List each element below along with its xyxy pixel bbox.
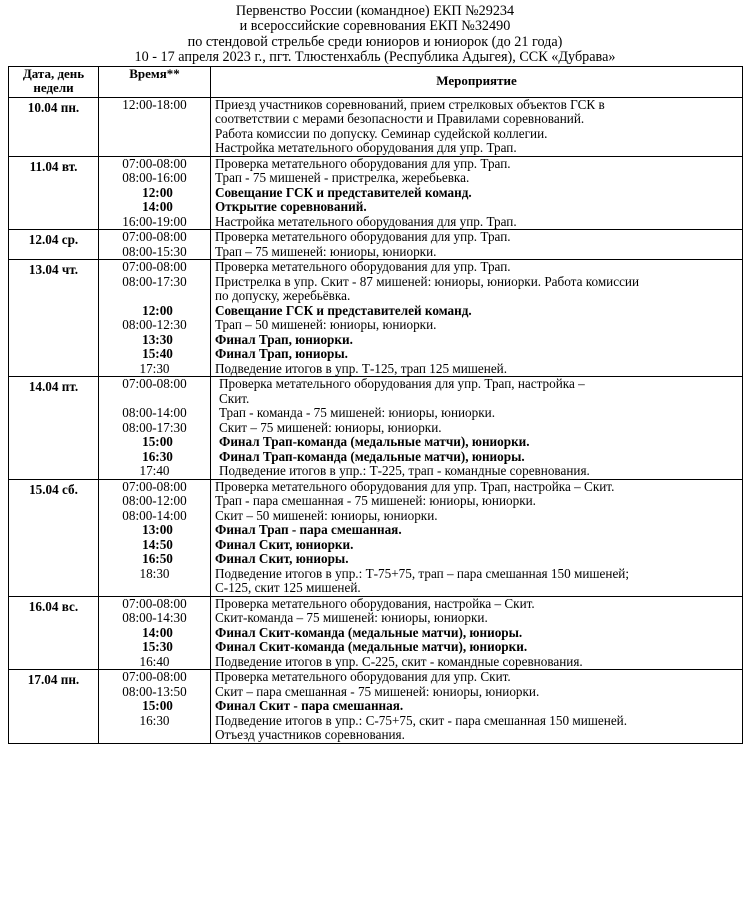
time-slot: 08:00-13:50 — [122, 683, 187, 699]
time-slot: 08:00-17:30 — [122, 419, 187, 435]
event-line: Подведение итогов в упр. С-225, скит - командные соревнования. — [215, 653, 583, 669]
time-slot: 08:00-12:00 — [122, 493, 187, 509]
column-header-event: Мероприятие — [211, 66, 743, 97]
event-line: Скит – пара смешанная - 75 мишеней: юниоры, юниорки. — [215, 683, 540, 699]
time-slot — [99, 141, 210, 156]
event-line: Подведение итогов в упр. Т-125, трап 125 мишеней. — [215, 360, 508, 376]
day-events — [211, 377, 743, 480]
time-slot: 07:00-08:00 — [122, 155, 187, 171]
day-events — [211, 230, 743, 260]
event-line: по допуску, жеребьёвка. — [215, 288, 351, 304]
table-row — [9, 97, 743, 156]
schedule-table — [8, 66, 743, 744]
event-line: Проверка метательного оборудования для упр. Скит. — [215, 669, 511, 685]
table-row — [9, 596, 743, 670]
day-date: 15.04 сб. — [9, 479, 99, 596]
day-times — [99, 156, 211, 230]
event-line: Подведение итогов в упр.: С-75+75, скит - пара смешанная 150 мишеней. — [215, 712, 628, 728]
event-line: Скит-команда – 75 мишеней: юниоры, юниорки. — [215, 610, 488, 626]
time-slot: 18:30 — [139, 565, 170, 581]
time-slot: 13:30 — [142, 331, 173, 347]
event-line: С-125, скит 125 мишеней. — [215, 580, 361, 596]
header-line-4: 10 - 17 апреля 2023 г., пгт. Тлюстенхабль (Республика Адыгея), ССК «Дубрава» — [134, 49, 616, 66]
event-line: Трап – 75 мишеней: юниоры, юниорки. — [215, 243, 437, 259]
time-slot: 12:00 — [142, 302, 173, 318]
time-slot: 17:30 — [139, 360, 170, 376]
day-events — [211, 260, 743, 377]
time-slot: 15:40 — [142, 346, 173, 362]
event-line: Финал Скит - пара смешанная. — [215, 698, 404, 714]
table-row — [9, 479, 743, 596]
time-slot: 07:00-08:00 — [122, 229, 187, 245]
time-slot: 16:40 — [139, 653, 170, 669]
time-slot: 16:30 — [142, 448, 173, 464]
time-slot: 08:00-12:30 — [122, 317, 187, 333]
time-slot — [99, 289, 210, 304]
time-slot — [99, 392, 210, 407]
time-slot: 12:00-18:00 — [122, 96, 187, 112]
day-date: 10.04 пн. — [9, 97, 99, 156]
event-line: Трап - пара смешанная - 75 мишеней: юниоры, юниорки. — [215, 493, 536, 509]
day-times — [99, 596, 211, 670]
day-date: 16.04 вс. — [9, 596, 99, 670]
event-line: Настройка метательного оборудования для упр. Трап. — [215, 213, 517, 229]
time-slot — [99, 112, 210, 127]
day-events — [211, 479, 743, 596]
time-slot: 08:00-14:00 — [122, 405, 187, 421]
event-line: Отъезд участников соревнования. — [215, 727, 405, 743]
time-slot: 14:00 — [142, 199, 173, 215]
event-line: Настройка метательного оборудования для упр. Трап. — [215, 140, 517, 156]
event-line: Финал Трап, юниорки. — [215, 331, 353, 347]
event-line: Проверка метательного оборудования, настройка – Скит. — [215, 595, 535, 611]
time-slot — [99, 127, 210, 142]
day-times — [99, 230, 211, 260]
day-times — [99, 377, 211, 480]
event-line: Совещание ГСК и представителей команд. — [215, 184, 472, 200]
day-date: 13.04 чт. — [9, 260, 99, 377]
column-header-date — [9, 66, 99, 97]
day-date: 17.04 пн. — [9, 670, 99, 744]
time-slot: 15:00 — [142, 434, 173, 450]
table-header-row — [9, 66, 743, 97]
header-line-1: Первенство России (командное) ЕКП №29234 — [235, 3, 515, 19]
event-line: Подведение итогов в упр.: Т-225, трап - командные соревнования. — [219, 463, 590, 479]
day-times — [99, 479, 211, 596]
time-slot: 08:00-16:00 — [122, 170, 187, 186]
event-line: Проверка метательного оборудования для упр. Трап, настройка – Скит. — [215, 478, 615, 494]
time-slot: 07:00-08:00 — [122, 259, 187, 275]
event-line: Скит – 50 мишеней: юниоры, юниорки. — [215, 507, 438, 523]
day-times — [99, 670, 211, 744]
time-slot: 08:00-17:30 — [122, 273, 187, 289]
schedule-body — [9, 97, 743, 743]
time-slot: 17:40 — [139, 463, 170, 479]
time-slot — [99, 728, 210, 743]
event-line: Финал Скит, юниорки. — [215, 536, 354, 552]
day-events — [211, 596, 743, 670]
event-line: Проверка метательного оборудования для упр. Трап. — [215, 259, 511, 275]
table-row — [9, 377, 743, 480]
table-row — [9, 230, 743, 260]
event-line: Финал Трап - пара смешанная. — [215, 522, 402, 538]
time-slot: 07:00-08:00 — [122, 669, 187, 685]
event-line: Финал Скит-команда (медальные матчи), юниорки. — [215, 639, 528, 655]
table-row — [9, 260, 743, 377]
time-slot: 16:50 — [142, 551, 173, 567]
document-header — [0, 0, 750, 66]
day-date: 12.04 ср. — [9, 230, 99, 260]
time-slot: 07:00-08:00 — [122, 376, 187, 392]
time-slot: 15:00 — [142, 698, 173, 714]
event-line: Подведение итогов в упр.: Т-75+75, трап – пара смешанная 150 мишеней; — [215, 565, 630, 581]
event-line: Совещание ГСК и представителей команд. — [215, 302, 472, 318]
time-slot: 14:50 — [142, 536, 173, 552]
time-slot: 08:00-14:00 — [122, 507, 187, 523]
event-line: Финал Трап, юниоры. — [215, 346, 348, 362]
event-line: Пристрелка в упр. Скит - 87 мишеней: юниоры, юниорки. Работа комиссии — [215, 273, 640, 289]
event-line: Работа комиссии по допуску. Семинар судейской коллегии. — [215, 125, 548, 141]
table-row — [9, 670, 743, 744]
time-slot: 07:00-08:00 — [122, 595, 187, 611]
event-line: Открытие соревнований. — [215, 199, 367, 215]
time-slot: 16:00-19:00 — [122, 213, 187, 229]
event-line: Скит – 75 мишеней: юниоры, юниорки. — [219, 419, 442, 435]
event-line: Трап – 50 мишеней: юниоры, юниорки. — [215, 317, 437, 333]
event-line: Финал Скит, юниоры. — [215, 551, 349, 567]
event-line: Проверка метательного оборудования для упр. Трап, настройка – — [219, 376, 585, 392]
event-line: Скит. — [219, 390, 250, 406]
header-line-3: по стендовой стрельбе среди юниоров и юниорок (до 21 года) — [187, 33, 563, 50]
day-times — [99, 260, 211, 377]
event-line: соответствии с мерами безопасности и Правилами соревнований. — [215, 111, 585, 127]
event-line: Проверка метательного оборудования для упр. Трап. — [215, 229, 511, 245]
event-line: Проверка метательного оборудования для упр. Трап. — [215, 155, 511, 171]
event-line: Трап - 75 мишеней - пристрелка, жеребьевка. — [215, 170, 470, 186]
event-line: Финал Скит-команда (медальные матчи), юниоры. — [215, 624, 523, 640]
day-events — [211, 156, 743, 230]
event-line: Трап - команда - 75 мишеней: юниоры, юниорки. — [219, 405, 496, 421]
event-line: Приезд участников соревнований, прием стрелковых объектов ГСК в — [215, 96, 605, 112]
event-line: Финал Трап-команда (медальные матчи), юниоры. — [219, 448, 525, 464]
time-slot: 07:00-08:00 — [122, 478, 187, 494]
time-slot: 13:00 — [142, 522, 173, 538]
day-times — [99, 97, 211, 156]
day-events — [211, 670, 743, 744]
time-slot: 14:00 — [142, 624, 173, 640]
header-line-2: и всероссийские соревнования ЕКП №32490 — [239, 18, 511, 35]
column-header-date-line2: недели — [33, 80, 74, 96]
time-slot: 12:00 — [142, 184, 173, 200]
time-slot — [99, 581, 210, 596]
time-slot: 15:30 — [142, 639, 173, 655]
time-slot: 08:00-15:30 — [122, 243, 187, 259]
day-date: 14.04 пт. — [9, 377, 99, 480]
table-row — [9, 156, 743, 230]
time-slot: 16:30 — [139, 712, 170, 728]
event-line: Финал Трап-команда (медальные матчи), юниорки. — [219, 434, 530, 450]
day-events — [211, 97, 743, 156]
column-header-date-line1: Дата, день — [22, 65, 85, 81]
day-date: 11.04 вт. — [9, 156, 99, 230]
time-slot: 08:00-14:30 — [122, 610, 187, 626]
column-header-time: Время** — [99, 66, 211, 97]
